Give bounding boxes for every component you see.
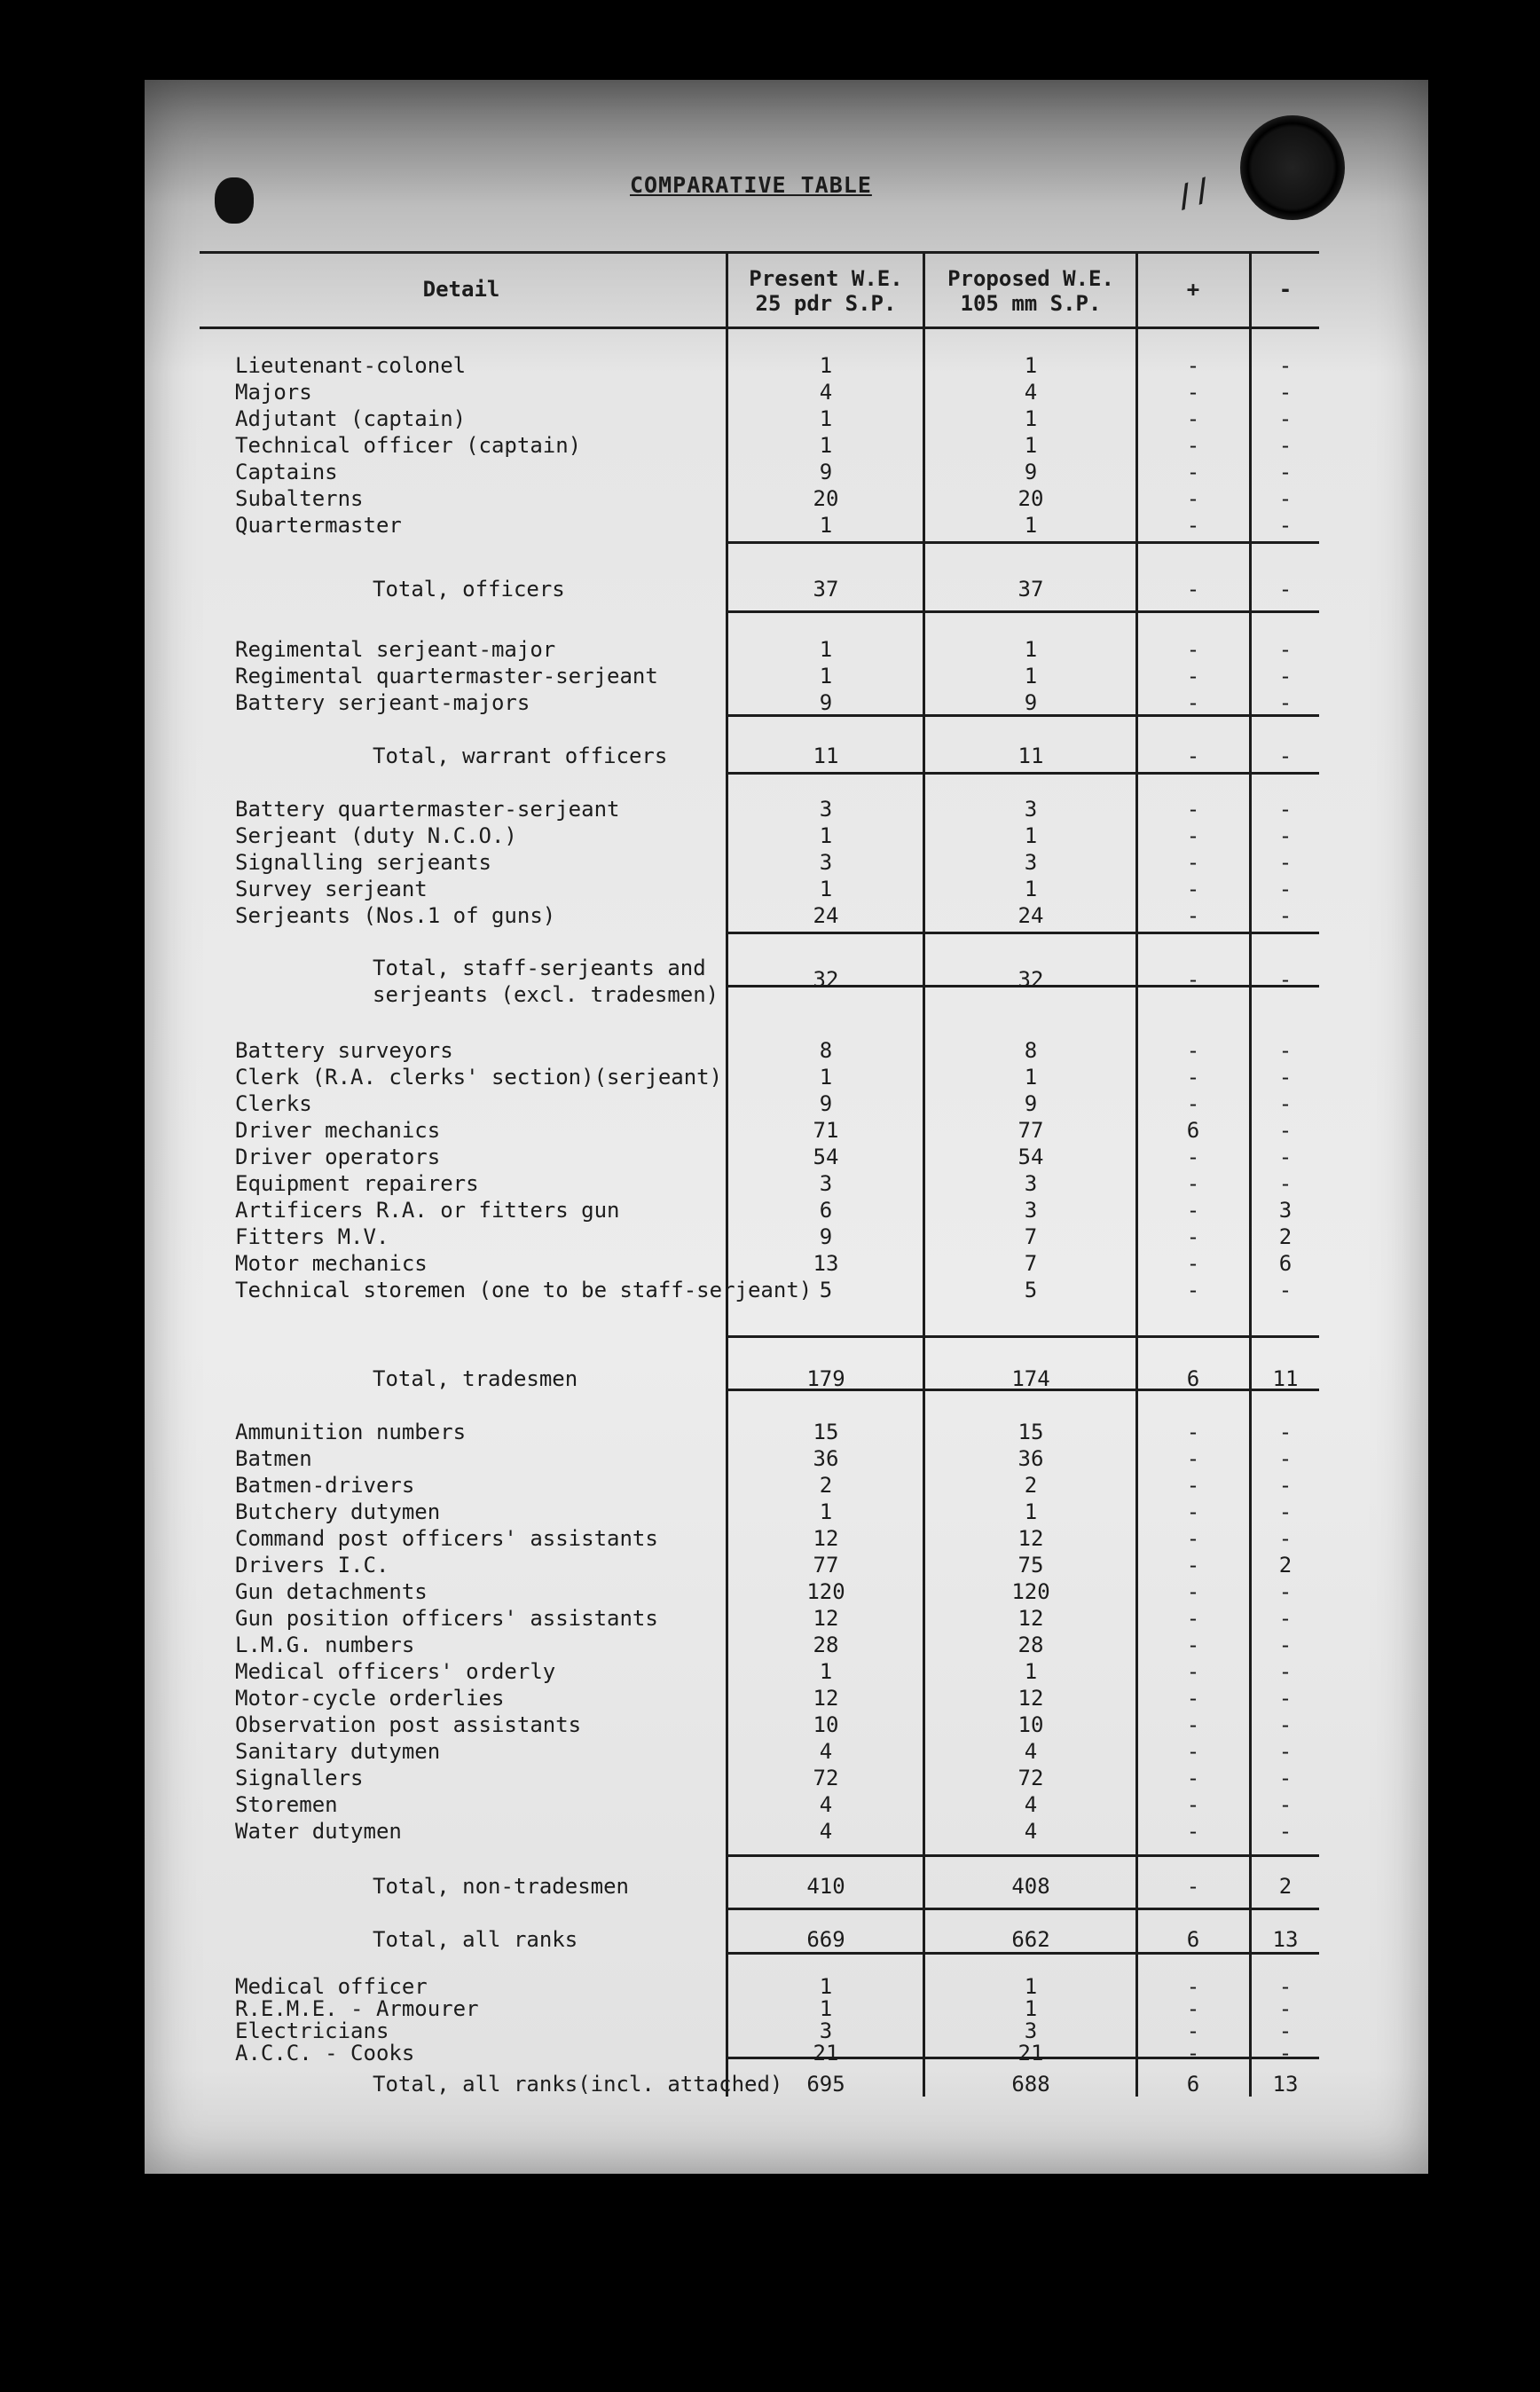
detail-label: Motor-cycle orderlies <box>235 1686 505 1711</box>
proposed-value: 21 <box>1018 2041 1044 2065</box>
detail-label: Drivers I.C. <box>235 1553 389 1578</box>
detail-label: Technical storemen (one to be staff-serjeant) <box>235 1278 813 1302</box>
minus-value: - <box>1278 1091 1292 1116</box>
present-value: 4 <box>819 380 833 405</box>
proposed-value: 1 <box>1024 1499 1038 1524</box>
minus-value: - <box>1278 486 1292 511</box>
detail-label: Equipment repairers <box>235 1171 479 1196</box>
present-value: 695 <box>806 2072 845 2097</box>
detail-label: Ammunition numbers <box>235 1420 467 1444</box>
minus-value: - <box>1278 967 1292 992</box>
minus-value: - <box>1278 513 1292 538</box>
present-value: 120 <box>806 1579 845 1604</box>
present-value: 20 <box>813 486 839 511</box>
plus-value: 6 <box>1186 2072 1200 2097</box>
minus-value: - <box>1278 1659 1292 1684</box>
plus-value: - <box>1186 1171 1200 1196</box>
minus-value: - <box>1278 1766 1292 1790</box>
detail-label: Electricians <box>235 2018 389 2043</box>
detail-label: Clerk (R.A. clerks' section)(serjeant) <box>235 1065 723 1090</box>
plus-value: - <box>1186 1251 1200 1276</box>
detail-label: Medical officers' orderly <box>235 1659 556 1684</box>
proposed-value: 36 <box>1018 1446 1044 1471</box>
proposed-value: 3 <box>1024 850 1038 875</box>
header-proposed: Proposed W.E. 105 mm S.P. <box>947 266 1114 316</box>
proposed-value: 1 <box>1024 637 1038 662</box>
proposed-value: 20 <box>1018 486 1044 511</box>
proposed-value: 1 <box>1024 823 1038 848</box>
plus-value: - <box>1186 1739 1200 1764</box>
plus-value: - <box>1186 1606 1200 1631</box>
proposed-value: 3 <box>1024 1171 1038 1196</box>
plus-value: - <box>1186 664 1200 688</box>
plus-value: - <box>1186 1686 1200 1711</box>
present-value: 72 <box>813 1766 839 1790</box>
minus-value: - <box>1278 823 1292 848</box>
minus-value: - <box>1278 1278 1292 1302</box>
minus-value: - <box>1278 433 1292 458</box>
plus-value: - <box>1186 1145 1200 1169</box>
present-value: 1 <box>819 877 833 901</box>
minus-value: - <box>1278 1499 1292 1524</box>
proposed-value: 1 <box>1024 877 1038 901</box>
detail-label: Battery surveyors <box>235 1038 453 1063</box>
proposed-value: 12 <box>1018 1526 1044 1551</box>
header-bottom-rule <box>200 327 1319 329</box>
proposed-value: 1 <box>1024 353 1038 378</box>
plus-value: - <box>1186 1819 1200 1844</box>
present-value: 5 <box>819 1278 833 1302</box>
plus-value: - <box>1186 1974 1200 1999</box>
present-value: 9 <box>819 1091 833 1116</box>
minus-value: - <box>1278 1473 1292 1498</box>
plus-value: - <box>1186 1633 1200 1657</box>
proposed-value: 11 <box>1018 744 1044 768</box>
minus-value: - <box>1278 637 1292 662</box>
proposed-value: 688 <box>1011 2072 1050 2097</box>
minus-value: - <box>1278 850 1292 875</box>
plus-value: - <box>1186 1579 1200 1604</box>
plus-value: - <box>1186 1065 1200 1090</box>
proposed-value: 3 <box>1024 2018 1038 2043</box>
minus-value: 11 <box>1272 1366 1299 1391</box>
proposed-value: 32 <box>1018 967 1044 992</box>
total-label: Total, officers <box>373 577 565 602</box>
detail-label: Clerks <box>235 1091 312 1116</box>
proposed-value: 15 <box>1018 1420 1044 1444</box>
header-plus: + <box>1186 277 1200 302</box>
total-label: Total, all ranks(incl. attached) <box>373 2072 783 2097</box>
detail-label: Gun position officers' assistants <box>235 1606 658 1631</box>
present-value: 3 <box>819 1171 833 1196</box>
minus-value: - <box>1278 1420 1292 1444</box>
proposed-value: 408 <box>1011 1874 1050 1899</box>
proposed-value: 1 <box>1024 1659 1038 1684</box>
plus-value: - <box>1186 460 1200 484</box>
present-value: 1 <box>819 1974 833 1999</box>
minus-value: - <box>1278 1038 1292 1063</box>
present-value: 1 <box>819 637 833 662</box>
present-value: 37 <box>813 577 839 602</box>
minus-value: - <box>1278 577 1292 602</box>
detail-label: Signalling serjeants <box>235 850 491 875</box>
row-rule <box>726 610 1319 613</box>
minus-value: - <box>1278 380 1292 405</box>
column-divider <box>1135 251 1138 2097</box>
present-value: 1 <box>819 513 833 538</box>
detail-label: Captains <box>235 460 338 484</box>
detail-label: Survey serjeant <box>235 877 428 901</box>
detail-label: Battery quartermaster-serjeant <box>235 797 620 822</box>
detail-label: Batmen-drivers <box>235 1473 415 1498</box>
present-value: 1 <box>819 433 833 458</box>
total-label: Total, all ranks <box>373 1927 578 1952</box>
detail-label: Batmen <box>235 1446 312 1471</box>
page-title: COMPARATIVE TABLE <box>630 172 872 198</box>
detail-label: Majors <box>235 380 312 405</box>
present-value: 32 <box>813 967 839 992</box>
proposed-value: 1 <box>1024 406 1038 431</box>
plus-value: 6 <box>1186 1927 1200 1952</box>
minus-value: - <box>1278 1446 1292 1471</box>
minus-value: - <box>1278 460 1292 484</box>
plus-value: - <box>1186 433 1200 458</box>
minus-value: - <box>1278 1171 1292 1196</box>
proposed-value: 12 <box>1018 1606 1044 1631</box>
detail-label: Adjutant (captain) <box>235 406 467 431</box>
proposed-value: 5 <box>1024 1278 1038 1302</box>
present-value: 1 <box>819 406 833 431</box>
row-rule <box>726 772 1319 775</box>
row-rule <box>726 1854 1319 1857</box>
present-value: 9 <box>819 1224 833 1249</box>
proposed-value: 3 <box>1024 797 1038 822</box>
proposed-value: 4 <box>1024 1819 1038 1844</box>
detail-label: Driver operators <box>235 1145 441 1169</box>
present-value: 12 <box>813 1526 839 1551</box>
present-value: 1 <box>819 664 833 688</box>
table-top-rule <box>200 251 1319 254</box>
minus-value: 13 <box>1272 2072 1299 2097</box>
header-minus: - <box>1278 277 1292 302</box>
total-label: Total, warrant officers <box>373 744 668 768</box>
minus-value: - <box>1278 1526 1292 1551</box>
present-value: 9 <box>819 460 833 484</box>
column-divider <box>1249 251 1252 2097</box>
plus-value: - <box>1186 1553 1200 1578</box>
proposed-value: 7 <box>1024 1224 1038 1249</box>
detail-label: Observation post assistants <box>235 1712 582 1737</box>
minus-value: - <box>1278 1065 1292 1090</box>
present-value: 6 <box>819 1198 833 1223</box>
column-divider <box>923 251 925 2097</box>
detail-label: Command post officers' assistants <box>235 1526 658 1551</box>
present-value: 3 <box>819 850 833 875</box>
plus-value: - <box>1186 1473 1200 1498</box>
proposed-value: 1 <box>1024 513 1038 538</box>
minus-value: 3 <box>1278 1198 1292 1223</box>
proposed-value: 12 <box>1018 1686 1044 1711</box>
column-divider <box>726 251 728 2097</box>
proposed-value: 3 <box>1024 1198 1038 1223</box>
proposed-value: 9 <box>1024 460 1038 484</box>
proposed-value: 10 <box>1018 1712 1044 1737</box>
minus-value: 6 <box>1278 1251 1292 1276</box>
plus-value: - <box>1186 744 1200 768</box>
minus-value: - <box>1278 1118 1292 1143</box>
circular-stamp <box>1240 115 1345 220</box>
minus-value: - <box>1278 1606 1292 1631</box>
present-value: 13 <box>813 1251 839 1276</box>
present-value: 669 <box>806 1927 845 1952</box>
proposed-value: 8 <box>1024 1038 1038 1063</box>
minus-value: - <box>1278 1686 1292 1711</box>
proposed-value: 7 <box>1024 1251 1038 1276</box>
plus-value: - <box>1186 1712 1200 1737</box>
present-value: 3 <box>819 2018 833 2043</box>
detail-label: Subalterns <box>235 486 364 511</box>
present-value: 8 <box>819 1038 833 1063</box>
minus-value: - <box>1278 744 1292 768</box>
proposed-value: 37 <box>1018 577 1044 602</box>
present-value: 21 <box>813 2041 839 2065</box>
detail-label: Water dutymen <box>235 1819 402 1844</box>
header-present: Present W.E. 25 pdr S.P. <box>749 266 903 316</box>
plus-value: 6 <box>1186 1118 1200 1143</box>
minus-value: - <box>1278 1996 1292 2021</box>
minus-value: 2 <box>1278 1224 1292 1249</box>
proposed-value: 1 <box>1024 664 1038 688</box>
present-value: 15 <box>813 1420 839 1444</box>
proposed-value: 24 <box>1018 903 1044 928</box>
present-value: 36 <box>813 1446 839 1471</box>
plus-value: - <box>1186 1792 1200 1817</box>
plus-value: - <box>1186 823 1200 848</box>
plus-value: - <box>1186 1091 1200 1116</box>
proposed-value: 4 <box>1024 1739 1038 1764</box>
plus-value: - <box>1186 877 1200 901</box>
proposed-value: 4 <box>1024 1792 1038 1817</box>
ink-blot <box>215 177 254 224</box>
present-value: 24 <box>813 903 839 928</box>
header-detail: Detail <box>422 277 500 302</box>
minus-value: - <box>1278 1633 1292 1657</box>
present-value: 9 <box>819 690 833 715</box>
detail-label: Regimental quartermaster-serjeant <box>235 664 658 688</box>
minus-value: - <box>1278 1819 1292 1844</box>
proposed-value: 662 <box>1011 1927 1050 1952</box>
proposed-value: 54 <box>1018 1145 1044 1169</box>
detail-label: Butchery dutymen <box>235 1499 441 1524</box>
plus-value: - <box>1186 486 1200 511</box>
plus-value: - <box>1186 1526 1200 1551</box>
detail-label: Medical officer <box>235 1974 428 1999</box>
detail-label: Gun detachments <box>235 1579 428 1604</box>
present-value: 1 <box>819 823 833 848</box>
row-rule <box>726 932 1319 934</box>
detail-label: Serjeants (Nos.1 of guns) <box>235 903 556 928</box>
minus-value: - <box>1278 877 1292 901</box>
proposed-value: 174 <box>1011 1366 1050 1391</box>
proposed-value: 1 <box>1024 1065 1038 1090</box>
plus-value: - <box>1186 1874 1200 1899</box>
proposed-value: 1 <box>1024 1974 1038 1999</box>
minus-value: 13 <box>1272 1927 1299 1952</box>
plus-value: - <box>1186 903 1200 928</box>
plus-value: - <box>1186 406 1200 431</box>
present-value: 1 <box>819 1499 833 1524</box>
present-value: 11 <box>813 744 839 768</box>
detail-label: Serjeant (duty N.C.O.) <box>235 823 517 848</box>
plus-value: - <box>1186 380 1200 405</box>
detail-label: Motor mechanics <box>235 1251 428 1276</box>
present-value: 1 <box>819 1996 833 2021</box>
present-value: 4 <box>819 1739 833 1764</box>
detail-label: Artificers R.A. or fitters gun <box>235 1198 620 1223</box>
detail-label: Technical officer (captain) <box>235 433 582 458</box>
plus-value: - <box>1186 850 1200 875</box>
minus-value: - <box>1278 2018 1292 2043</box>
header-mark: // <box>1170 170 1217 216</box>
proposed-value: 77 <box>1018 1118 1044 1143</box>
plus-value: - <box>1186 797 1200 822</box>
present-value: 2 <box>819 1473 833 1498</box>
minus-value: - <box>1278 406 1292 431</box>
present-value: 28 <box>813 1633 839 1657</box>
detail-label: Fitters M.V. <box>235 1224 389 1249</box>
row-rule <box>726 541 1319 544</box>
plus-value: - <box>1186 2041 1200 2065</box>
plus-value: - <box>1186 1278 1200 1302</box>
minus-value: - <box>1278 1792 1292 1817</box>
plus-value: - <box>1186 1038 1200 1063</box>
plus-value: - <box>1186 637 1200 662</box>
detail-label: L.M.G. numbers <box>235 1633 415 1657</box>
detail-label: Quartermaster <box>235 513 402 538</box>
proposed-value: 9 <box>1024 690 1038 715</box>
plus-value: - <box>1186 2018 1200 2043</box>
detail-label: Signallers <box>235 1766 364 1790</box>
minus-value: - <box>1278 1579 1292 1604</box>
proposed-value: 1 <box>1024 1996 1038 2021</box>
present-value: 1 <box>819 353 833 378</box>
minus-value: - <box>1278 353 1292 378</box>
present-value: 410 <box>806 1874 845 1899</box>
detail-label: Driver mechanics <box>235 1118 441 1143</box>
proposed-value: 2 <box>1024 1473 1038 1498</box>
present-value: 4 <box>819 1792 833 1817</box>
minus-value: - <box>1278 1974 1292 1999</box>
row-rule <box>726 1952 1319 1955</box>
plus-value: - <box>1186 513 1200 538</box>
proposed-value: 1 <box>1024 433 1038 458</box>
plus-value: - <box>1186 690 1200 715</box>
proposed-value: 4 <box>1024 380 1038 405</box>
minus-value: 2 <box>1278 1553 1292 1578</box>
proposed-value: 28 <box>1018 1633 1044 1657</box>
total-label: Total, tradesmen <box>373 1366 578 1391</box>
minus-value: - <box>1278 903 1292 928</box>
detail-label: Storemen <box>235 1792 338 1817</box>
plus-value: - <box>1186 1224 1200 1249</box>
total-label: Total, non-tradesmen <box>373 1874 629 1899</box>
proposed-value: 75 <box>1018 1553 1044 1578</box>
plus-value: - <box>1186 1659 1200 1684</box>
plus-value: - <box>1186 1446 1200 1471</box>
detail-label: Lieutenant-colonel <box>235 353 467 378</box>
plus-value: - <box>1186 967 1200 992</box>
present-value: 179 <box>806 1366 845 1391</box>
plus-value: - <box>1186 1420 1200 1444</box>
proposed-value: 9 <box>1024 1091 1038 1116</box>
total-label: Total, staff-serjeants and serjeants (excl. tradesmen) <box>373 956 719 1007</box>
plus-value: - <box>1186 577 1200 602</box>
present-value: 54 <box>813 1145 839 1169</box>
present-value: 10 <box>813 1712 839 1737</box>
minus-value: - <box>1278 1145 1292 1169</box>
plus-value: - <box>1186 1766 1200 1790</box>
present-value: 1 <box>819 1065 833 1090</box>
present-value: 4 <box>819 1819 833 1844</box>
plus-value: 6 <box>1186 1366 1200 1391</box>
proposed-value: 72 <box>1018 1766 1044 1790</box>
detail-label: A.C.C. - Cooks <box>235 2041 415 2065</box>
plus-value: - <box>1186 1996 1200 2021</box>
minus-value: 2 <box>1278 1874 1292 1899</box>
minus-value: - <box>1278 690 1292 715</box>
present-value: 77 <box>813 1553 839 1578</box>
row-rule <box>726 1335 1319 1338</box>
detail-label: Regimental serjeant-major <box>235 637 556 662</box>
minus-value: - <box>1278 664 1292 688</box>
minus-value: - <box>1278 1739 1292 1764</box>
plus-value: - <box>1186 1499 1200 1524</box>
minus-value: - <box>1278 1712 1292 1737</box>
proposed-value: 120 <box>1011 1579 1050 1604</box>
plus-value: - <box>1186 1198 1200 1223</box>
present-value: 1 <box>819 1659 833 1684</box>
plus-value: - <box>1186 353 1200 378</box>
detail-label: Sanitary dutymen <box>235 1739 441 1764</box>
present-value: 12 <box>813 1606 839 1631</box>
minus-value: - <box>1278 797 1292 822</box>
detail-label: R.E.M.E. - Armourer <box>235 1996 479 2021</box>
minus-value: - <box>1278 2041 1292 2065</box>
present-value: 3 <box>819 797 833 822</box>
present-value: 12 <box>813 1686 839 1711</box>
row-rule <box>726 1908 1319 1910</box>
present-value: 71 <box>813 1118 839 1143</box>
detail-label: Battery serjeant-majors <box>235 690 530 715</box>
